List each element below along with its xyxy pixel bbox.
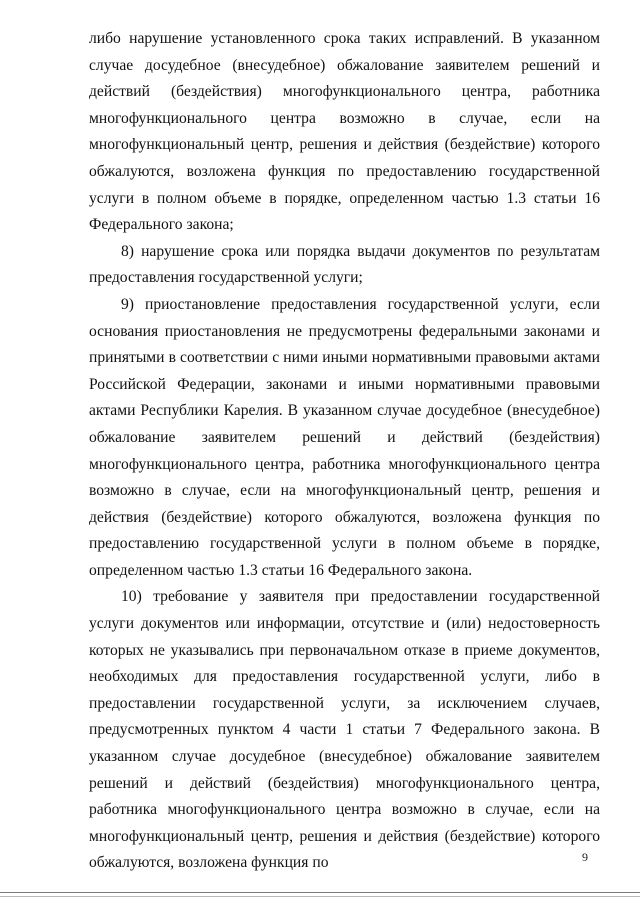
document-body (89, 26, 600, 877)
paragraph-item-10: 10) требование у заявителя при предоставлении государственной услуги документов или информации, отсутствие и (или) недостоверность которых не указывались при первоначальном отказе в приеме документов, необходимых для предоставления государственной услуги, либо в предоставлении государственной услуги, за исключением случаев, предусмотренных пунктом 4 части 1 статьи 7 Федерального закона. В указанном случае досудебное (внесудебное) обжалование заявителем решений и действий (бездействия) многофункционального центра, работника многофункционального центра возможно в случае, если на многофункциональный центр, решения и действия (бездействие) которого обжалуются, возложена функция по (89, 588, 600, 872)
paragraph-item-9: 9) приостановление предоставления государственной услуги, если основания приостановления не предусмотрены федеральными законами и принятыми в соответствии с ними иными нормативными правовыми актами Российской Федерации, законами и иными нормативными правовыми актами Республики Карелия. В указанном случае досудебное (внесудебное) обжалование заявителем решений и действий (бездействия) многофункционального центра, работника многофункционального центра возможно в случае, если на многофункциональный центр, решения и действия (бездействие) которого обжалуются, возложена функция по предоставлению государственной услуги в полном объеме в порядке, определенном частью 1.3 статьи 16 Федерального закона. (89, 295, 600, 579)
bottom-border-line (0, 892, 640, 893)
page-number: 9 (582, 850, 588, 864)
bottom-border-line-secondary (0, 896, 640, 897)
paragraph-continuation: либо нарушение установленного срока таких исправлений. В указанном случае досудебное (внесудебное) обжалование заявителем решений и действий (бездействия) многофункционального центра, работника многофункционального центра возможно в случае, если на многофункциональный центр, решения и действия (бездействие) которого обжалуются, возложена функция по предоставлению государственной услуги в полном объеме в порядке, определенном частью 1.3 статьи 16 Федерального закона; (89, 30, 600, 234)
paragraph-item-8: 8) нарушение срока или порядка выдачи документов по результатам предоставления государственной услуги; (89, 242, 600, 287)
